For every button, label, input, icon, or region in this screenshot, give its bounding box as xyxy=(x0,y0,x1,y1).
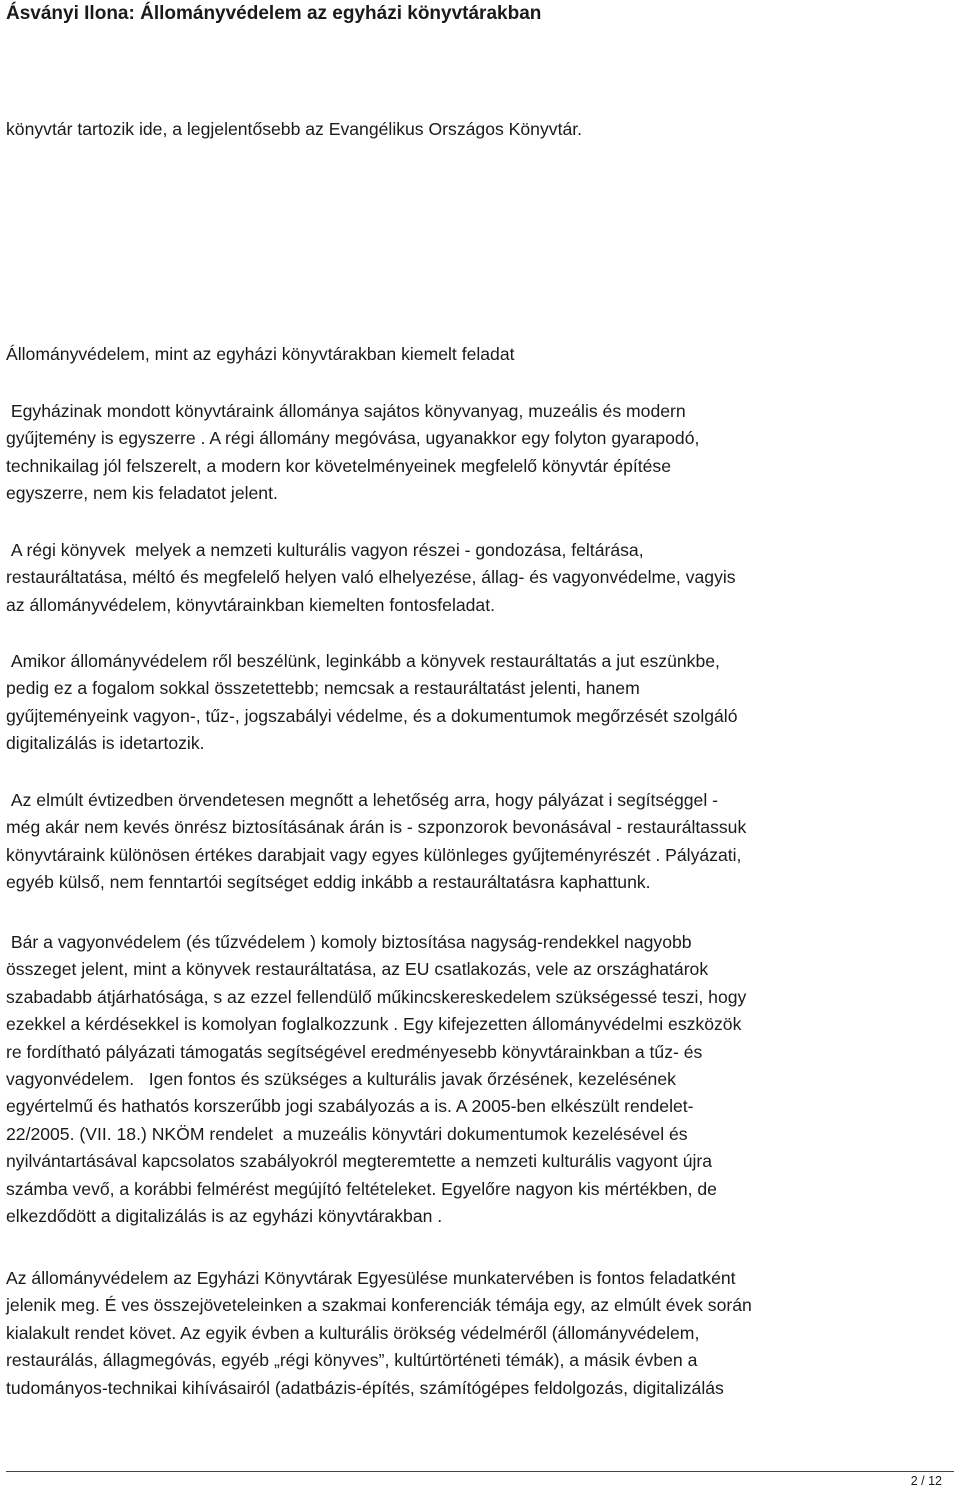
paragraph-continuation: könyvtár tartozik ide, a legjelentősebb az Evangélikus Országos Könyvtár. xyxy=(6,119,583,139)
paragraph-intro: Egyházinak mondott könyvtáraink állománya sajátos könyvanyag, muzeális és modern gyűjtemény is egyszerre . A régi állomány megóvása, ugyanakkor egy folyton gyarapodó, technikailag jól felszerelt, a modern kor követelményeinek megfelelő könyvtár építése egyszerre, nem kis feladatot jelent. xyxy=(6,401,700,504)
paragraph-preservation: Amikor állományvédelem ről beszélünk, leginkább a könyvek restauráltatás a jut eszünkbe, pedig ez a fogalom sokkal összetettebb; nemcsak a restauráltatást jelenti, hanem gyűjteményeink vagyon-, tűz-, jogszabályi védelme, és a dokumentumok megőrzését szolgáló digitalizálás is idetartozik. xyxy=(6,651,738,754)
paragraph-old-books: A régi könyvek melyek a nemzeti kulturális vagyon részei - gondozása, feltárása, restauráltatása, méltó és megfelelő helyen való elhelyezése, állag- és vagyonvédelme, vagyis az állományvédelem, könyvtárainkban kiemelten fontosfeladat. xyxy=(6,540,736,615)
paragraph-security: Bár a vagyonvédelem (és tűzvédelem ) komoly biztosítása nagyság-rendekkel nagyobb összeget jelent, mint a könyvek restauráltatása, az EU csatlakozás, vele az országhatárok szabadabb átjárhatósága, s az ezzel fellendülő műkincskereskedelem szükségessé teszi, hogy ezekkel a kérdésekkel is komolyan foglalkozzunk . Egy kifejezetten állományvédelmi eszközök re fordítható pályázati támogatás segítségével eredményesebb könyvtárainkban a tűz- és vagyonvédelem. Igen fontos és szükséges a kulturális javak őrzésének, kezelésének egyértelmű és hathatós korszerűbb jogi szabályozás a is. A 2005-ben elkészült rendelet- 22/2005. (VII. 18.) NKÖM rendelet a muzeális könyvtári dokumentumok kezelésével és nyilvántartásával kapcsolatos szabályokról megteremtette a nemzeti kulturális vagyont újra számba vevő, a korábbi felmérést megújító feltételeket. Egyelőre nagyon kis mértékben, de elkezdődött a digitalizálás is az egyházi könyvtárakban . xyxy=(6,932,747,1227)
section-heading: Állományvédelem, mint az egyházi könyvtárakban kiemelt feladat xyxy=(6,344,515,364)
page-header-title: Ásványi Ilona: Állományvédelem az egyházi könyvtárakban xyxy=(6,3,542,24)
paragraph-grants: Az elmúlt évtizedben örvendetesen megnőtt a lehetőség arra, hogy pályázat i segítséggel - még akár nem kevés önrész biztosításának árán is - szponzorok bevonásával - restauráltassuk könyvtáraink különösen értékes darabjait vagy egyes különleges gyűjteményrészét . Pályázati, egyéb külső, nem fenntartói segítséget eddig inkább a restauráltatásra kaphattunk. xyxy=(6,790,747,893)
footer-divider xyxy=(6,1471,954,1472)
paragraph-association: Az állományvédelem az Egyházi Könyvtárak Egyesülése munkatervében is fontos feladatként jelenik meg. É ves összejöveteleinken a szakmai konferenciák témája egy, az elmúlt évek során kialakult rendet követ. Az egyik évben a kulturális örökség védelméről (állományvédelem, restaurálás, állagmegóvás, egyéb „régi könyves”, kultúrtörténeti témák), a másik évben a tudományos-technikai kihívásairól (adatbázis-építés, számítógépes feldolgozás, digitalizálás xyxy=(6,1268,752,1398)
page-number: 2 / 12 xyxy=(910,1474,942,1488)
